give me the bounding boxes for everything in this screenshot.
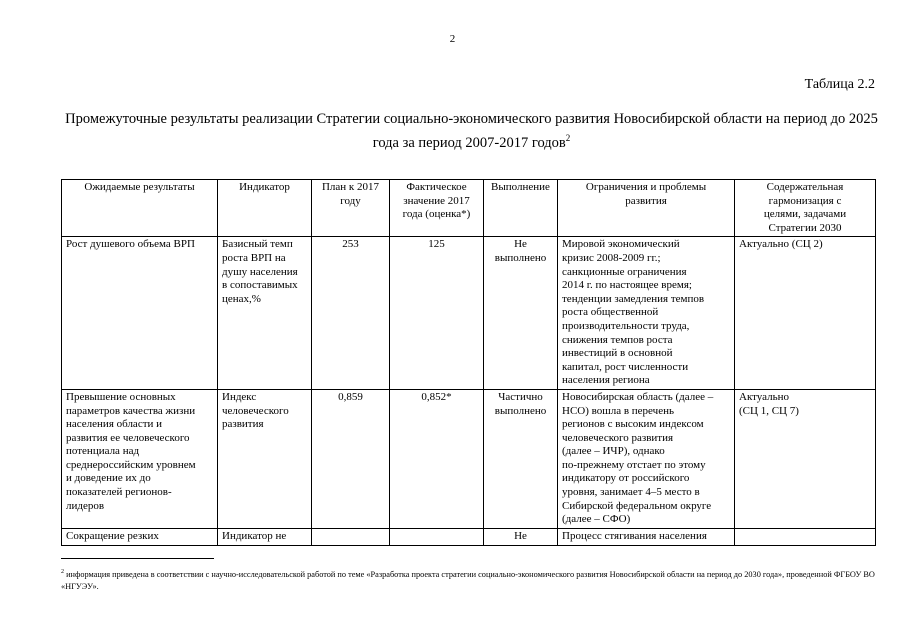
cell-status: Не [484, 528, 558, 545]
header-plan-2017: План к 2017 году [312, 180, 390, 237]
table-row [62, 237, 876, 390]
cell-harmonization [735, 528, 876, 545]
footnote-divider [61, 558, 214, 559]
header-indicator: Индикатор [218, 180, 312, 237]
cell-indicator: Базисный темп роста ВРП на душу населения в сопоставимых ценах,% [218, 237, 312, 390]
header-expected-results: Ожидаемые результаты [62, 180, 218, 237]
cell-problems: Процесс стягивания населения [558, 528, 735, 545]
footnote-text: информация приведена в соответствии с научно-исследовательской работой по теме «Разработка проекта стратегии социально-экономического развития Новосибирской области на период до 2030 года», проведенной ФГБОУ ВО «НГУЭУ». [61, 569, 875, 591]
cell-status: Частично выполнено [484, 389, 558, 528]
cell-fact: 0,852* [390, 389, 484, 528]
cell-harmonization: Актуально (СЦ 2) [735, 237, 876, 390]
table-row [62, 528, 876, 545]
cell-problems: Новосибирская область (далее – НСО) вошла в перечень регионов с высоким индексом человеческого развития (далее – ИЧР), однако по-прежнему отстает по этому индикатору от российского уровня, занимает 4–5 место в Сибирской федеральном округе (далее – СФО) [558, 389, 735, 528]
cell-plan: 253 [312, 237, 390, 390]
table-title [60, 110, 883, 153]
cell-indicator: Индекс человеческого развития [218, 389, 312, 528]
header-actual-2017: Фактическое значение 2017 года (оценка*) [390, 180, 484, 237]
cell-problems: Мировой экономический кризис 2008-2009 гг.; санкционные ограничения 2014 г. по настоящее время; тенденции замедления темпов роста общественной производительности труда, снижения темпов роста инвестиций в основной капитал, рост численности населения региона [558, 237, 735, 390]
table-header-row [62, 180, 876, 237]
header-problems: Ограничения и проблемы развития [558, 180, 735, 237]
header-harmonization: Содержательная гармонизация с целями, задачами Стратегии 2030 [735, 180, 876, 237]
cell-fact [390, 528, 484, 545]
table-label: Таблица 2.2 [804, 77, 875, 92]
table-title-text: Промежуточные результаты реализации Стратегии социально-экономического развития Новосибирской области на период до 2025 года за период 2007-2017 годов [65, 111, 878, 151]
header-status: Выполнение [484, 180, 558, 237]
cell-fact: 125 [390, 237, 484, 390]
cell-status: Не выполнено [484, 237, 558, 390]
footnote-mark: 2 [61, 569, 64, 575]
cell-result: Превышение основных параметров качества жизни населения области и развития ее человеческого потенциала над среднероссийским уровнем и доведение их до показателей регионов- лидеров [62, 389, 218, 528]
cell-result: Сокращение резких [62, 528, 218, 545]
results-table [61, 179, 876, 546]
cell-plan [312, 528, 390, 545]
footnote [61, 566, 877, 593]
cell-harmonization: Актуально (СЦ 1, СЦ 7) [735, 389, 876, 528]
cell-result: Рост душевого объема ВРП [62, 237, 218, 390]
title-footnote-mark: 2 [565, 133, 571, 143]
table-row [62, 389, 876, 528]
cell-plan: 0,859 [312, 389, 390, 528]
page-number: 2 [449, 33, 456, 45]
cell-indicator: Индикатор не [218, 528, 312, 545]
